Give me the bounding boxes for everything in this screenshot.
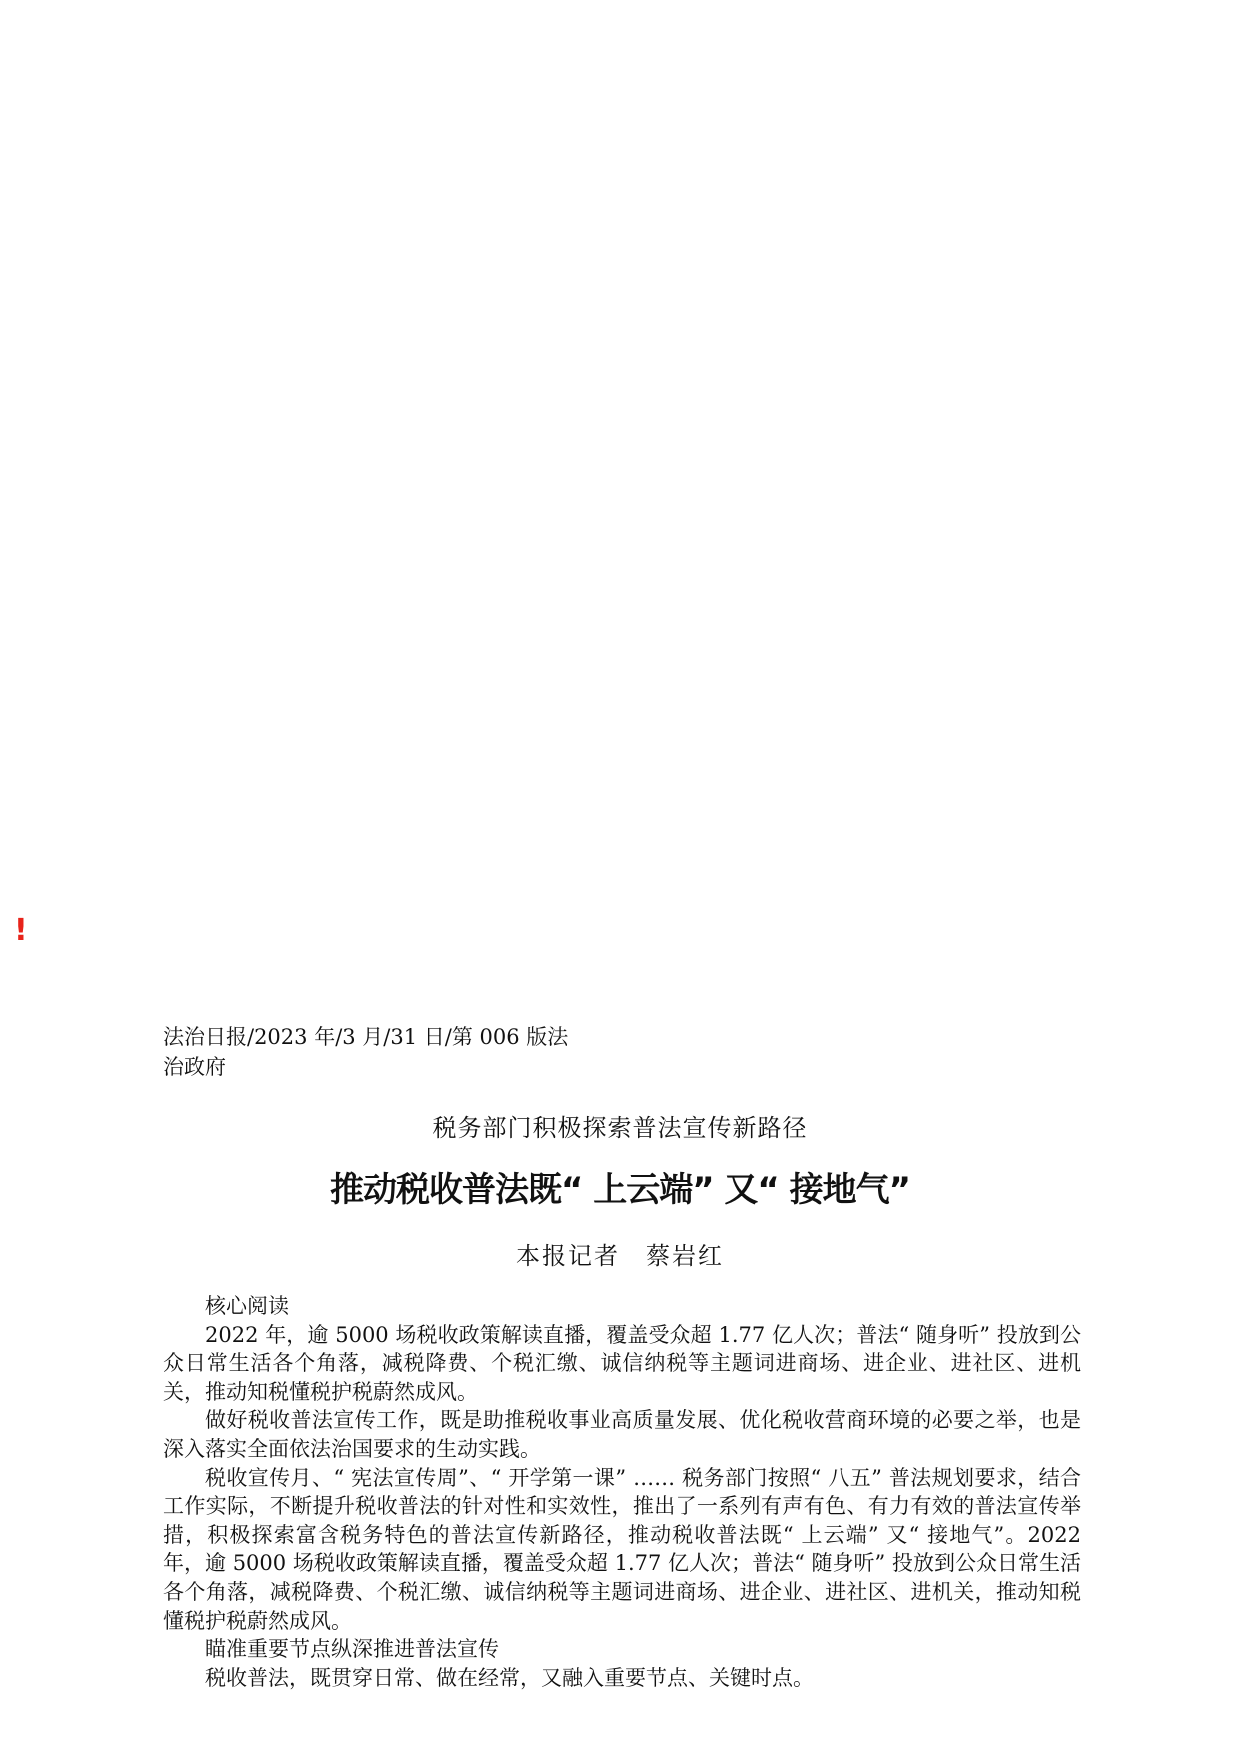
article-headline: 推动税收普法既“ 上云端” 又“ 接地气” — [330, 1170, 910, 1210]
paragraph: 税收普法，既贯穿日常、做在经常，又融入重要节点、关键时点。 — [205, 1665, 814, 1690]
paragraph: 做好税收普法宣传工作，既是助推税收事业高质量发展、优化税收营商环境的必要之举，也是深入落实全面依法治国要求的生动实践。 — [163, 1408, 1081, 1461]
article-byline: 本报记者 蔡岩红 — [516, 1242, 724, 1270]
source-line: 法治日报/2023 年/3 月/31 日/第 006 版法治政府 — [163, 1025, 569, 1079]
red-exclamation-mark: ! — [14, 913, 28, 948]
section-subheading: 瞄准重要节点纵深推进普法宣传 — [205, 1637, 499, 1662]
article-kicker: 税务部门积极探索普法宣传新路径 — [432, 1114, 808, 1142]
paragraph: 2022 年，逾 5000 场税收政策解读直播，覆盖受众超 1.77 亿人次；普法“ 随身听” 投放到公众日常生活各个角落，减税降费、个税汇缴、诚信纳税等主题词进商场、进企业、进社区、进机关，推动知税懂税护税蔚然成风。 — [163, 1322, 1081, 1404]
article-body — [163, 1292, 1081, 1692]
section-label-core-reading: 核心阅读 — [205, 1294, 289, 1318]
paragraph: 税收宣传月、“ 宪法宣传周”、“ 开学第一课” …… 税务部门按照“ 八五” 普法规划要求，结合工作实际，不断提升税收普法的针对性和实效性，推出了一系列有声有色、有力有效的普法宣传举措，积极探索富含税务特色的普法宣传新路径，推动税收普法既“ 上云端” 又“ 接地气”。2022 年，逾 5000 场税收政策解读直播，覆盖受众超 1.77 亿人次；普法“ 随身听” 投放到公众日常生活各个角落，减税降费、个税汇缴、诚信纳税等主题词进商场、进企业、进社区、进机关，推动知税懂税护税蔚然成风。 — [163, 1465, 1081, 1633]
